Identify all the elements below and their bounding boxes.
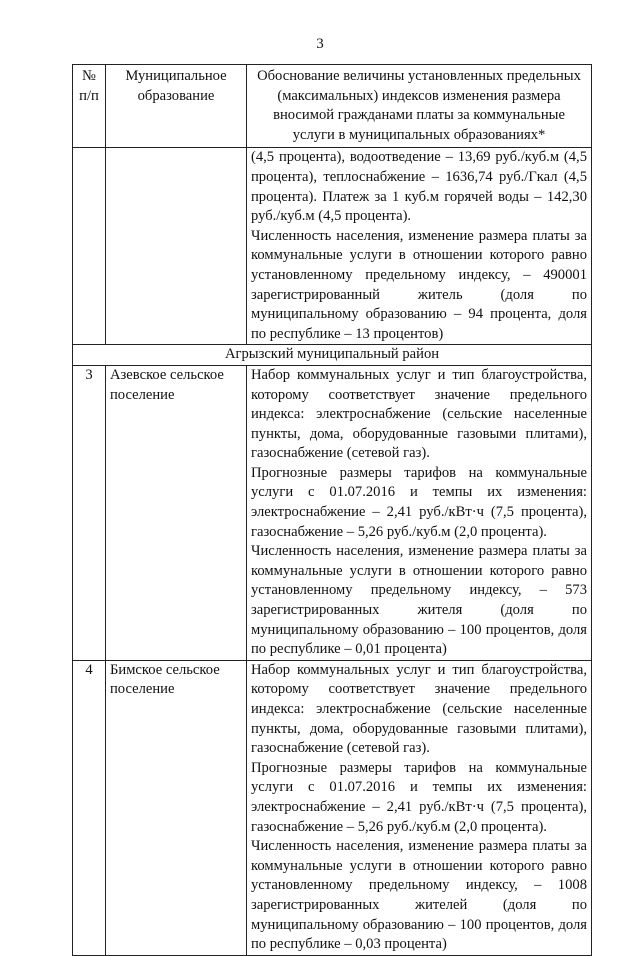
- header-municipality: Муниципальное образование: [106, 65, 247, 148]
- paragraph: Набор коммунальных услуг и тип благоустройства, которому соответствует значение предельного индекса: электроснабжение (сельские населенные пункты, дома, оборудованные газовыми плитами), газоснабжение (сетевой газ).: [251, 661, 587, 757]
- paragraph: Прогнозные размеры тарифов на коммунальные услуги с 01.07.2016 и темпы их изменения: электроснабжение – 2,41 руб./кВт·ч (7,5 процента), газоснабжение – 5,26 руб./куб.м (2,0 процента).: [251, 464, 587, 540]
- cell-justification: [247, 365, 592, 660]
- cell-municipality: Бимское сельское поселение: [106, 660, 247, 955]
- paragraph: Численность населения, изменение размера платы за коммунальные услуги в отношении которого равно установленному предельному индексу, – 1008 зарегистрированных жителей (доля по муниципальному образованию – 100 процентов, доля по республике – 0,03 процента): [251, 838, 587, 953]
- cell-municipality-empty: [106, 148, 247, 345]
- tariff-index-table: [72, 64, 592, 956]
- table-row: [73, 660, 592, 955]
- paragraph: Численность населения, изменение размера платы за коммунальные услуги в отношении которого равно установленному предельному индексу, – 573 зарегистрированных жителя (доля по муниципальному образованию – 100 процентов, доля по республике – 0,01 процента): [251, 543, 587, 658]
- cell-number: 3: [73, 365, 106, 660]
- region-title: Агрызский муниципальный район: [73, 345, 592, 366]
- cell-justification: [247, 148, 592, 345]
- header-justification: Обоснование величины установленных предельных (максимальных) индексов изменения размера вносимой гражданами платы за коммунальные услуги в муниципальных образованиях*: [247, 65, 592, 148]
- paragraph: Прогнозные размеры тарифов на коммунальные услуги с 01.07.2016 и темпы их изменения: электроснабжение – 2,41 руб./кВт·ч (7,5 процента), газоснабжение – 5,26 руб./куб.м (2,0 процента).: [251, 759, 587, 835]
- cell-number-empty: [73, 148, 106, 345]
- table-row-continuation: [73, 148, 592, 345]
- paragraph: Численность населения, изменение размера платы за коммунальные услуги в отношении которого равно установленному предельному индексу, – 490001 зарегистрированный житель (доля по муниципальному образованию – 94 процента, доля по республике – 13 процентов): [251, 227, 587, 342]
- region-heading-row: [73, 345, 592, 366]
- paragraph: Набор коммунальных услуг и тип благоустройства, которому соответствует значение предельного индекса: электроснабжение (сельские населенные пункты, дома, оборудованные газовыми плитами), газоснабжение (сетевой газ).: [251, 366, 587, 462]
- table-header-row: [73, 65, 592, 148]
- header-number: № п/п: [73, 65, 106, 148]
- cell-number: 4: [73, 660, 106, 955]
- page-number: 3: [316, 36, 324, 52]
- cell-justification: [247, 660, 592, 955]
- cell-municipality: Азевское сельское поселение: [106, 365, 247, 660]
- table-row: [73, 365, 592, 660]
- paragraph: (4,5 процента), водоотведение – 13,69 руб./куб.м (4,5 процента), теплоснабжение – 1636,74 руб./Гкал (4,5 процента). Платеж за 1 куб.м горячей воды – 142,30 руб./куб.м (4,5 процента).: [251, 149, 587, 225]
